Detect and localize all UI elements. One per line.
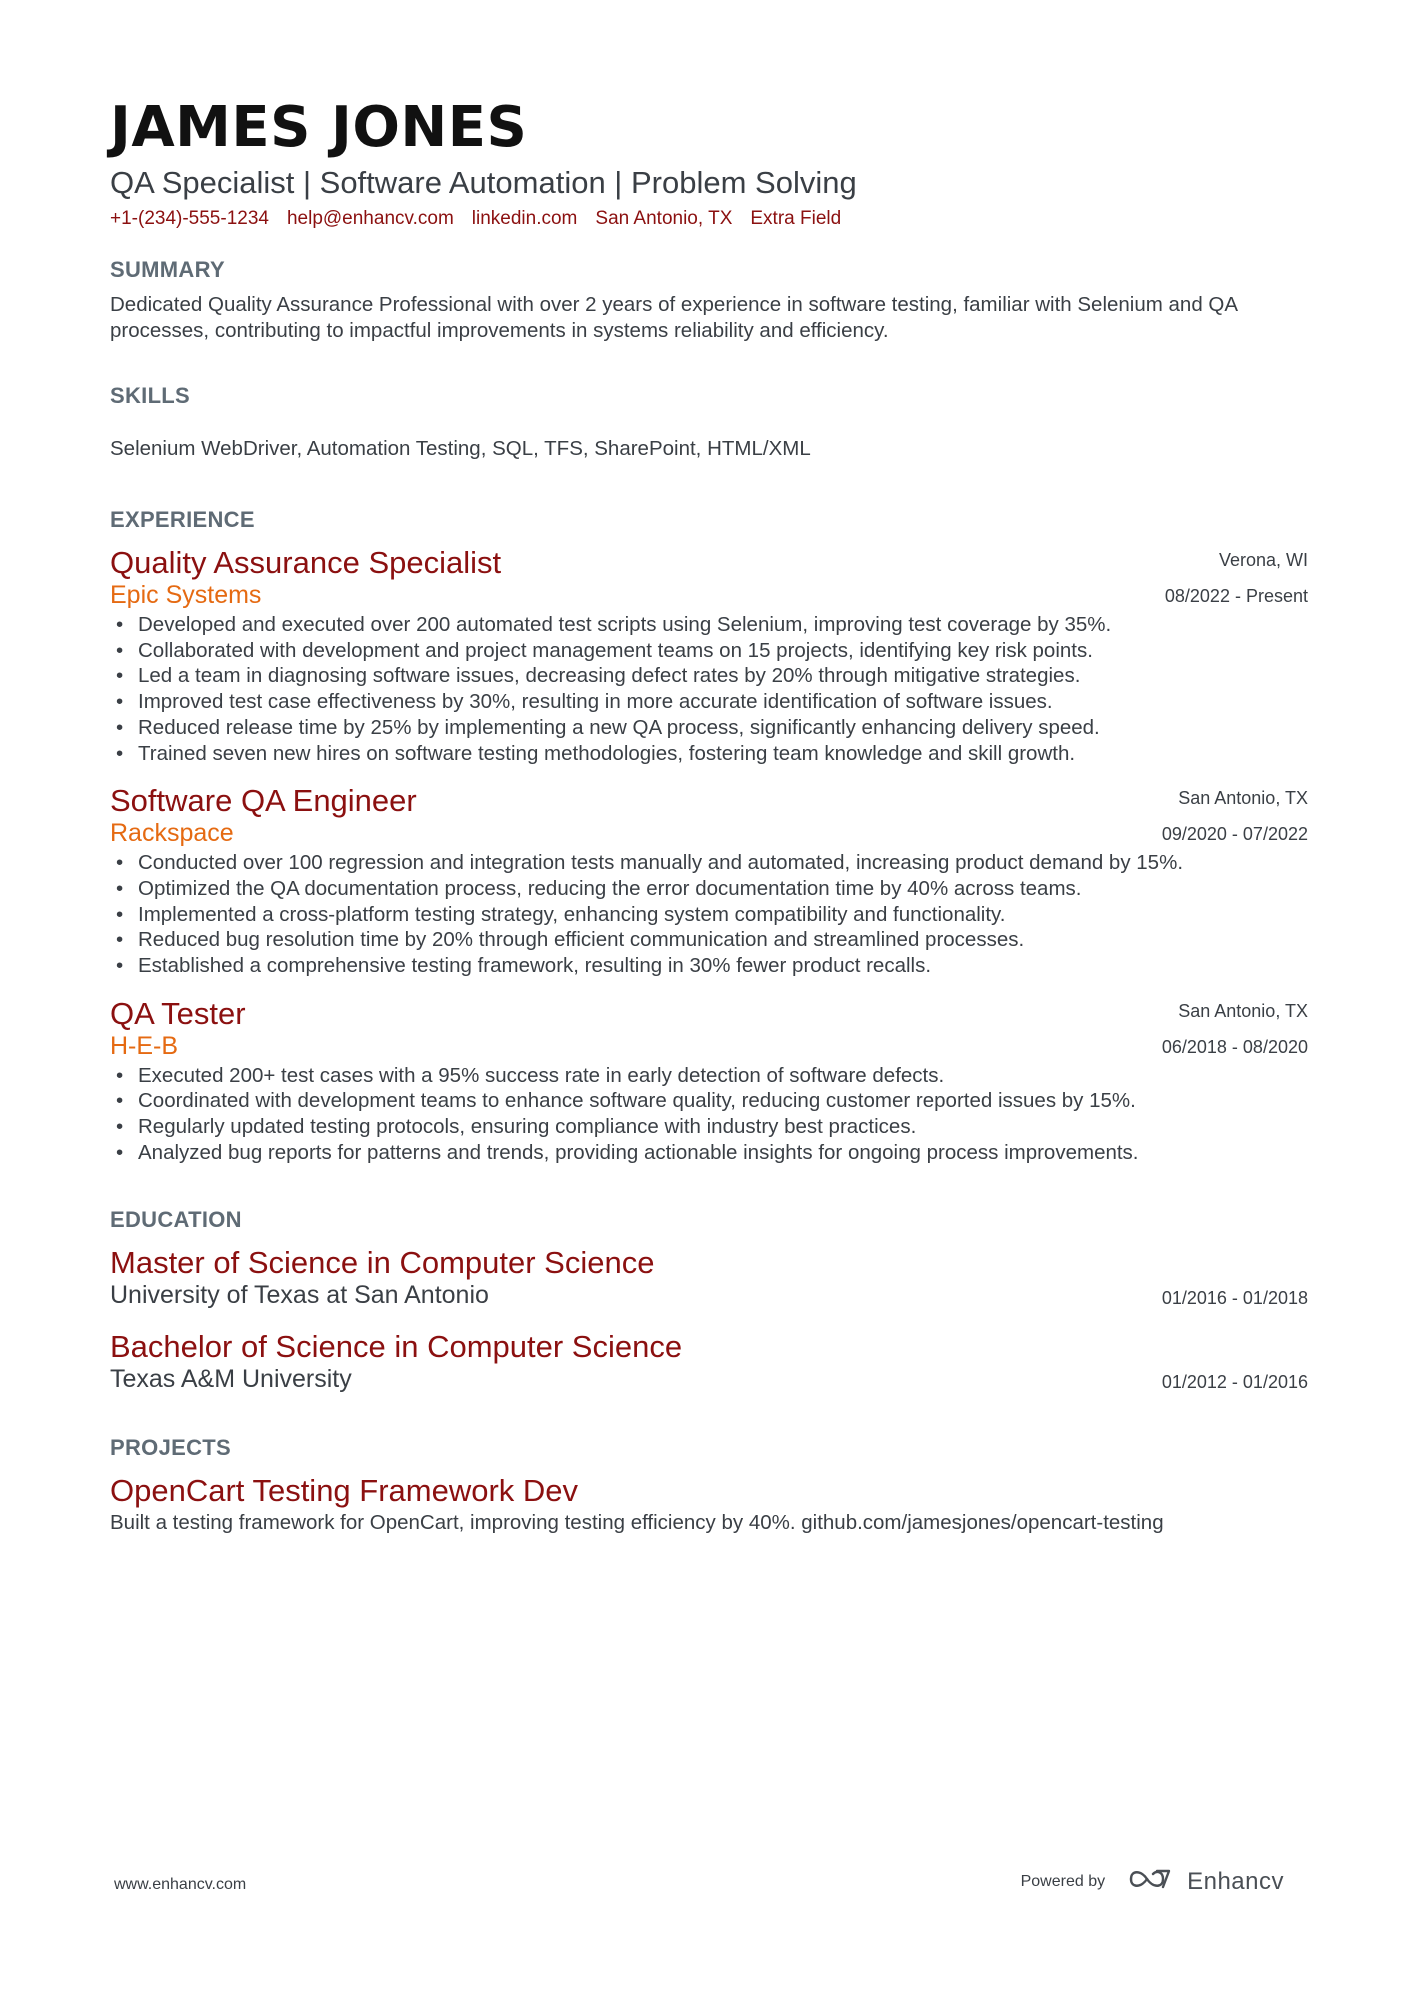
projects-section bbox=[110, 1434, 1308, 1536]
contact-email[interactable]: help@enhancv.com bbox=[286, 208, 454, 229]
job-location: San Antonio, TX bbox=[1178, 788, 1308, 809]
section-title: SUMMARY bbox=[110, 257, 225, 282]
job-bullet: • Collaborated with development and project management teams on 15 projects, identifying key risk points. bbox=[110, 638, 1308, 664]
edu-degree: Bachelor of Science in Computer Science bbox=[110, 1328, 683, 1364]
footer-website[interactable]: www.enhancv.com bbox=[114, 1876, 247, 1893]
summary-text: Dedicated Quality Assurance Professional with over 2 years of experience in software testing, familiar with Selenium and QA processes, contributing to impactful improvements in systems reliability and efficiency. bbox=[110, 293, 1237, 342]
contact-extra-field: Extra Field bbox=[750, 208, 842, 229]
job-dates: 09/2020 - 07/2022 bbox=[1161, 824, 1308, 845]
job-bullet: • Established a comprehensive testing framework, resulting in 30% fewer product recalls. bbox=[110, 953, 1308, 979]
job-title: QA Tester bbox=[110, 995, 246, 1031]
powered-by-label: Powered by bbox=[1020, 1872, 1106, 1890]
job-bullet: • Reduced release time by 25% by implementing a new QA process, significantly enhancing delivery speed. bbox=[110, 715, 1308, 741]
job-bullet: • Optimized the QA documentation process, reducing the error documentation time by 40% across teams. bbox=[110, 876, 1308, 902]
experience-entry bbox=[110, 544, 1308, 766]
job-location: San Antonio, TX bbox=[1178, 1000, 1308, 1021]
edu-school: Texas A&M University bbox=[110, 1364, 352, 1393]
job-bullets bbox=[110, 1063, 1308, 1166]
edu-degree: Master of Science in Computer Science bbox=[110, 1244, 655, 1280]
job-bullets bbox=[110, 612, 1308, 766]
experience-entry bbox=[110, 995, 1308, 1166]
education-entry bbox=[110, 1328, 1308, 1394]
contact-phone[interactable]: +1-(234)-555-1234 bbox=[110, 208, 269, 229]
job-bullet: • Coordinated with development teams to enhance software quality, reducing customer reported issues by 15%. bbox=[110, 1088, 1308, 1114]
job-company: H-E-B bbox=[110, 1031, 179, 1060]
experience-entry bbox=[110, 782, 1308, 979]
job-bullet: • Reduced bug resolution time by 20% through efficient communication and streamlined processes. bbox=[110, 927, 1308, 953]
job-dates: 06/2018 - 08/2020 bbox=[1161, 1036, 1308, 1057]
job-bullet: • Improved test case effectiveness by 30%, resulting in more accurate identification of software issues. bbox=[110, 689, 1308, 715]
job-bullet: • Executed 200+ test cases with a 95% success rate in early detection of software defects. bbox=[110, 1063, 1308, 1089]
education-section bbox=[110, 1206, 1308, 1394]
candidate-headline: QA Specialist | Software Automation | Problem Solving bbox=[110, 165, 857, 200]
skills-text: Selenium WebDriver, Automation Testing, SQL, TFS, SharePoint, HTML/XML bbox=[110, 437, 811, 460]
job-bullet: • Analyzed bug reports for patterns and trends, providing actionable insights for ongoing process improvements. bbox=[110, 1140, 1308, 1166]
footer-branding bbox=[1021, 1866, 1284, 1897]
job-bullet: • Trained seven new hires on software testing methodologies, fostering team knowledge and skill growth. bbox=[110, 741, 1308, 767]
edu-dates: 01/2016 - 01/2018 bbox=[1161, 1287, 1308, 1308]
section-title: PROJECTS bbox=[110, 1434, 231, 1460]
skills-section bbox=[110, 382, 1308, 462]
section-title: EXPERIENCE bbox=[110, 507, 255, 532]
enhancv-logo-icon bbox=[1127, 1866, 1173, 1897]
job-bullets bbox=[110, 850, 1308, 979]
brand-name: Enhancv bbox=[1187, 1867, 1284, 1895]
section-title: SKILLS bbox=[110, 383, 191, 408]
contact-location: San Antonio, TX bbox=[595, 208, 733, 229]
resume-header bbox=[110, 96, 1308, 232]
job-company: Rackspace bbox=[110, 819, 234, 848]
job-title: Quality Assurance Specialist bbox=[110, 545, 502, 580]
job-bullet: • Conducted over 100 regression and integration tests manually and automated, increasing product demand by 15%. bbox=[110, 850, 1308, 876]
project-title: OpenCart Testing Framework Dev bbox=[110, 1472, 579, 1508]
job-bullet: • Developed and executed over 200 automated test scripts using Selenium, improving test coverage by 35%. bbox=[110, 612, 1308, 638]
job-title: Software QA Engineer bbox=[110, 783, 417, 819]
job-bullet: • Implemented a cross-platform testing strategy, enhancing system compatibility and functionality. bbox=[110, 902, 1308, 928]
contact-list bbox=[110, 206, 1308, 232]
education-entry bbox=[110, 1244, 1308, 1310]
edu-school: University of Texas at San Antonio bbox=[110, 1280, 489, 1309]
summary-section bbox=[110, 256, 1308, 344]
job-location: Verona, WI bbox=[1218, 550, 1308, 570]
job-bullet: • Regularly updated testing protocols, ensuring compliance with industry best practices. bbox=[110, 1114, 1308, 1140]
section-title: EDUCATION bbox=[110, 1206, 242, 1232]
edu-dates: 01/2012 - 01/2016 bbox=[1161, 1371, 1308, 1392]
candidate-name: JAMES JONES bbox=[110, 95, 528, 160]
contact-linkedin[interactable]: linkedin.com bbox=[471, 208, 578, 229]
resume-content bbox=[110, 96, 1308, 1536]
project-description: Built a testing framework for OpenCart, improving testing efficiency by 40%. github.com/jamesjones/opencart-testing bbox=[110, 1510, 1164, 1534]
experience-section bbox=[110, 506, 1308, 1166]
job-dates: 08/2022 - Present bbox=[1164, 586, 1308, 606]
job-bullet: • Led a team in diagnosing software issues, decreasing defect rates by 20% through mitigative strategies. bbox=[110, 663, 1308, 689]
job-company: Epic Systems bbox=[110, 581, 262, 609]
